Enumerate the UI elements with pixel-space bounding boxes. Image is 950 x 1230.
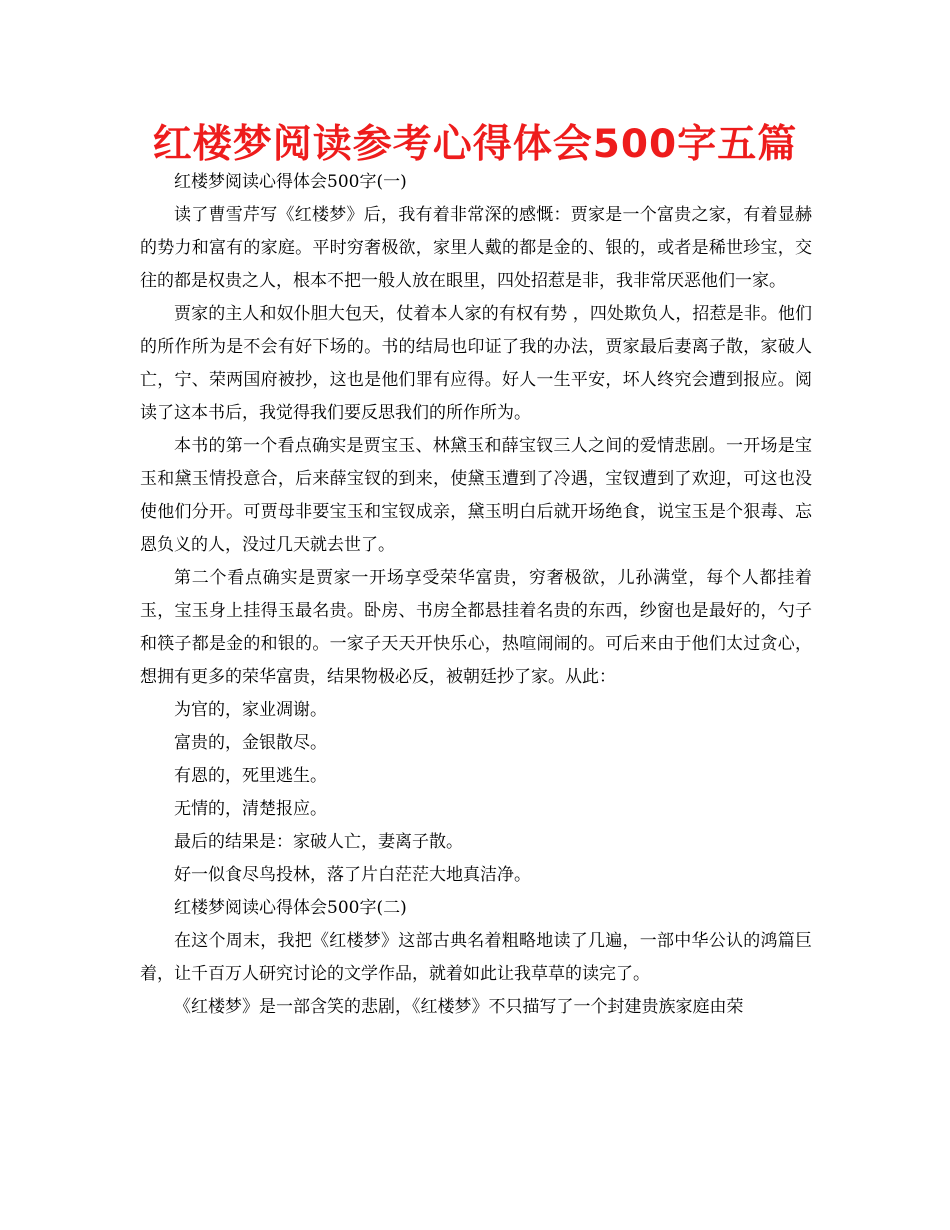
paragraph: 第二个看点确实是贾家一开场享受荣华富贵，穷奢极欲，儿孙满堂，每个人都挂着玉，宝玉身上挂得玉最名贵。卧房、书房全都悬挂着名贵的东西，纱窗也是最好的，勺子和筷子都是金的和银的。一家子天天开快乐心，热喧闹闹的。可后来由于他们太过贪心，想拥有更多的荣华富贵，结果物极必反，被朝廷抄了家。从此： bbox=[140, 568, 812, 687]
section-heading: 红楼梦阅读心得体会500字(一) bbox=[174, 172, 407, 192]
poem-line: 好一似食尽鸟投林，落了片白茫茫大地真洁净。 bbox=[174, 865, 531, 885]
poem-line: 富贵的，金银散尽。 bbox=[174, 733, 327, 753]
section-heading: 红楼梦阅读心得体会500字(二) bbox=[174, 898, 407, 918]
poem-line: 最后的结果是：家破人亡，妻离子散。 bbox=[174, 832, 463, 852]
paragraph: 本书的第一个看点确实是贾宝玉、林黛玉和薛宝钗三人之间的爱情悲剧。一开场是宝玉和黛玉情投意合，后来薛宝钗的到来，使黛玉遭到了冷遇，宝钗遭到了欢迎，可这也没使他们分开。可贾母非要宝玉和宝钗成亲，黛玉明白后就开场绝食，说宝玉是个狠毒、忘恩负义的人，没过几天就去世了。 bbox=[140, 436, 812, 555]
document-body bbox=[140, 166, 812, 1024]
poem-line: 为官的，家业凋谢。 bbox=[174, 700, 327, 720]
poem-line: 无情的，清楚报应。 bbox=[174, 799, 327, 819]
paragraph: 贾家的主人和奴仆胆大包天，仗着本人家的有权有势 ，四处欺负人，招惹是非。他们的所作所为是不会有好下场的。书的结局也印证了我的办法，贾家最后妻离子散，家破人亡，宁、荣两国府被抄，这也是他们罪有应得。好人一生平安，坏人终究会遭到报应。阅读了这本书后，我觉得我们要反思我们的所作所为。 bbox=[140, 304, 812, 423]
paragraph: 在这个周末，我把《红楼梦》这部古典名着粗略地读了几遍，一部中华公认的鸿篇巨着，让千百万人研究讨论的文学作品，就着如此让我草草的读完了。 bbox=[140, 931, 812, 984]
document-title: 红楼梦阅读参考心得体会500字五篇 bbox=[152, 122, 798, 167]
paragraph: 《红楼梦》是一部含笑的悲剧，《红楼梦》不只描写了一个封建贵族家庭由荣 bbox=[174, 997, 744, 1017]
paragraph: 读了曹雪芹写《红楼梦》后，我有着非常深的感慨：贾家是一个富贵之家，有着显赫的势力和富有的家庭。平时穷奢极欲，家里人戴的都是金的、银的，或者是稀世珍宝，交往的都是权贵之人，根本不把一般人放在眼里，四处招惹是非，我非常厌恶他们一家。 bbox=[140, 205, 812, 291]
poem-line: 有恩的，死里逃生。 bbox=[174, 766, 327, 786]
